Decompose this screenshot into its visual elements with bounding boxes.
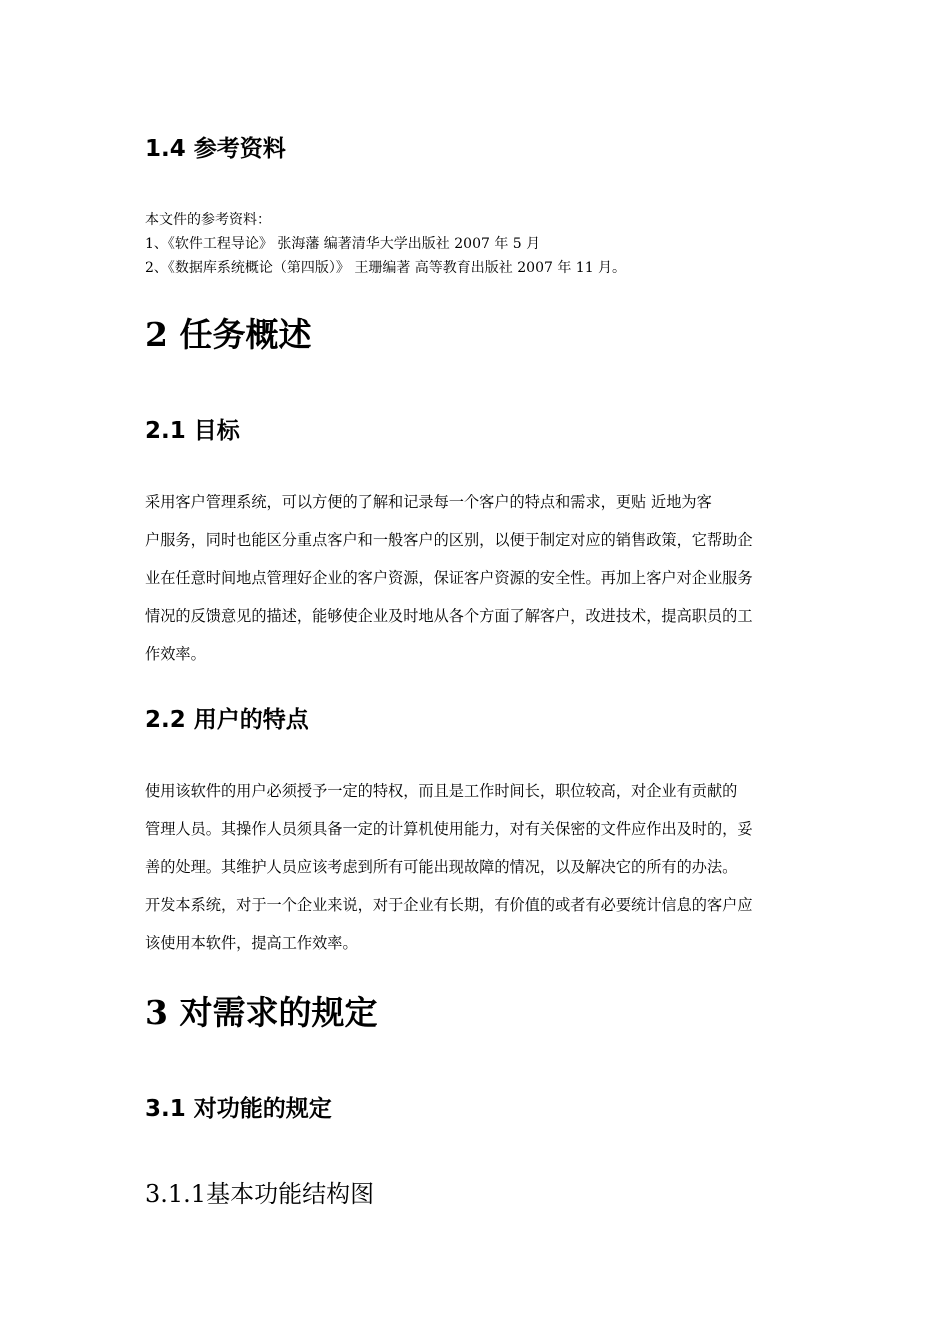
section-heading-1-4: 1.4 参考资料 <box>145 136 286 162</box>
section-heading-2-2: 2.2 用户的特点 <box>145 707 309 733</box>
reference-item: 2、《数据库系统概论（第四版）》 王珊编著 高等教育出版社 2007 年 11 月。 <box>145 260 627 276</box>
user-characteristics-paragraph <box>145 772 807 962</box>
references-intro: 本文件的参考资料： <box>145 212 271 228</box>
paragraph-line: 采用客户管理系统，可以方便的了解和记录每一个客户的特点和需求，更贴 近地为客 <box>145 493 712 511</box>
chapter-heading-3: 3 对需求的规定 <box>145 993 378 1032</box>
section-heading-3-1: 3.1 对功能的规定 <box>145 1096 332 1122</box>
paragraph-line: 开发本系统，对于一个企业来说，对于企业有长期，有价值的或者有必要统计信息的客户应 <box>145 896 753 914</box>
paragraph-line: 使用该软件的用户必须授予一定的特权，而且是工作时间长，职位较高，对企业有贡献的 <box>145 782 738 800</box>
paragraph-line: 管理人员。其操作人员须具备一定的计算机使用能力，对有关保密的文件应作出及时的，妥 <box>145 820 753 838</box>
subsection-heading-3-1-1: 3.1.1基本功能结构图 <box>145 1180 375 1208</box>
reference-item: 1、《软件工程导论》 张海藩 编著清华大学出版社 2007 年 5 月 <box>145 236 541 252</box>
section-heading-2-1: 2.1 目标 <box>145 418 240 444</box>
paragraph-line: 该使用本软件，提高工作效率。 <box>145 934 358 952</box>
chapter-heading-2: 2 任务概述 <box>145 315 312 354</box>
paragraph-line: 情况的反馈意见的描述，能够使企业及时地从各个方面了解客户，改进技术，提高职员的工 <box>145 607 753 625</box>
goal-paragraph <box>145 483 807 673</box>
paragraph-line: 善的处理。其维护人员应该考虑到所有可能出现故障的情况，以及解决它的所有的办法。 <box>145 858 738 876</box>
paragraph-line: 业在任意时间地点管理好企业的客户资源，保证客户资源的安全性。再加上客户对企业服务 <box>145 569 753 587</box>
paragraph-line: 户服务，同时也能区分重点客户和一般客户的区别，以便于制定对应的销售政策，它帮助企 <box>145 531 753 549</box>
paragraph-line: 作效率。 <box>145 645 206 663</box>
